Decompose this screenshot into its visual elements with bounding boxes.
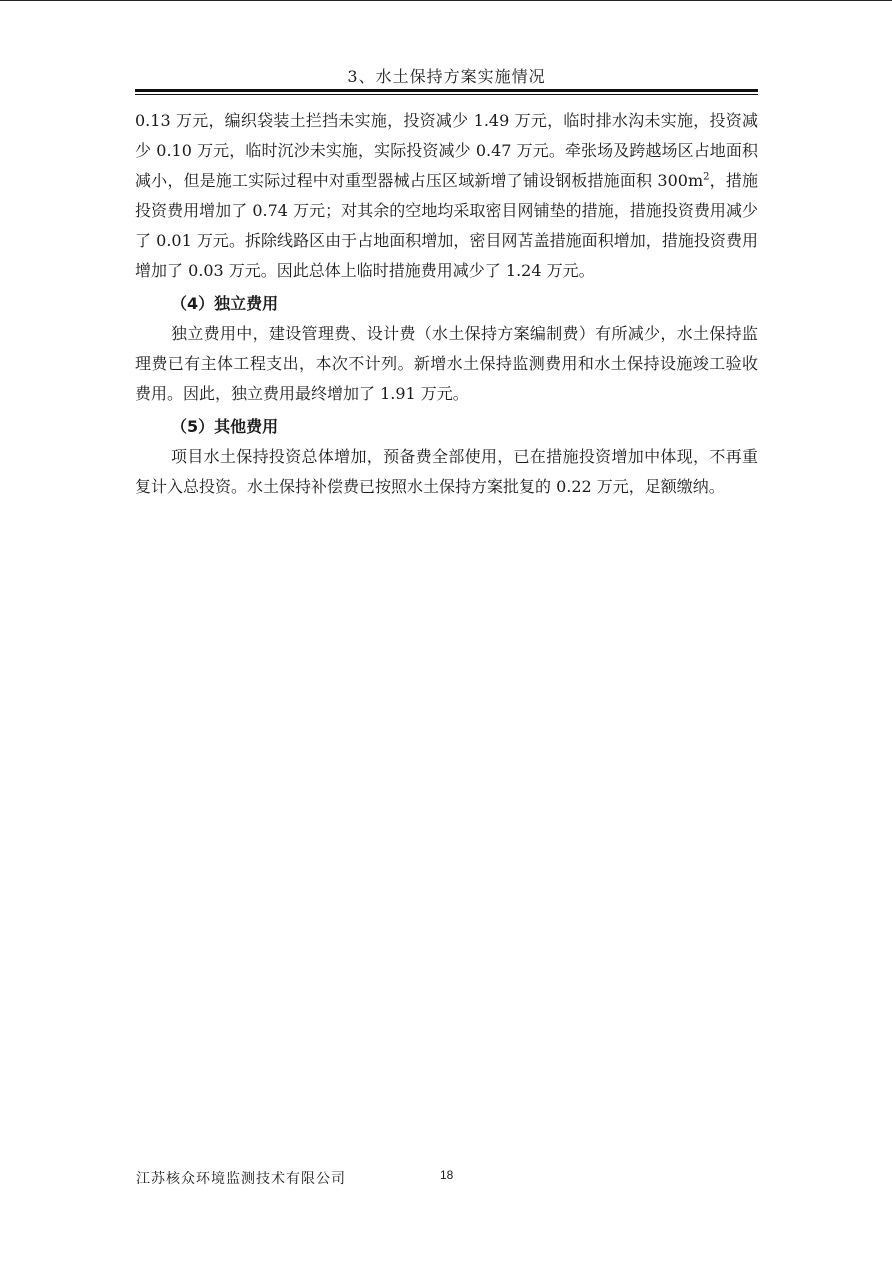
paragraph-text-part-2: ，措施投资费用增加了 0.74 万元；对其余的空地均采取密目网铺垫的措施，措施投资费用减少了 0.01 万元。拆除线路区由于占地面积增加，密目网苫盖措施面积增加，措施投资费用增加了 0.03 万元。因此总体上临时措施费用减少了 1.24 万元。 — [135, 171, 758, 280]
page-number: 18 — [440, 1168, 454, 1182]
header-rule-thin — [135, 94, 758, 95]
page-top-border — [0, 0, 892, 1]
section-heading-other-costs: （5）其他费用 — [171, 417, 279, 436]
body-content — [135, 106, 758, 502]
paragraph-text-part-1: 0.13 万元，编织袋装土拦挡未实施，投资减少 1.49 万元，临时排水沟未实施，投资减少 0.10 万元，临时沉沙未实施，实际投资减少 0.47 万元。牵张场及跨越场区占地面积减小，但是施工实际过程中对重型器械占压区域新增了铺设钢板措施面积 300m — [135, 111, 758, 190]
paragraph-temporary-measures — [135, 106, 758, 286]
paragraph-other-costs: 项目水土保持投资总体增加，预备费全部使用，已在措施投资增加中体现，不再重复计入总投资。水土保持补偿费已按照水土保持方案批复的 0.22 万元，足额缴纳。 — [135, 447, 758, 496]
running-header: 3、水土保持方案实施情况 — [347, 67, 546, 86]
superscript-2: 2 — [703, 171, 710, 183]
footer-company-name: 江苏核众环境监测技术有限公司 — [136, 1171, 346, 1187]
section-heading-independent-costs: （4）独立费用 — [171, 294, 279, 313]
paragraph-independent-costs: 独立费用中，建设管理费、设计费（水土保持方案编制费）有所减少，水土保持监理费已有主体工程支出，本次不计列。新增水土保持监测费用和水土保持设施竣工验收费用。因此，独立费用最终增加了 1.91 万元。 — [135, 324, 758, 403]
header-rule-thick — [135, 89, 758, 92]
